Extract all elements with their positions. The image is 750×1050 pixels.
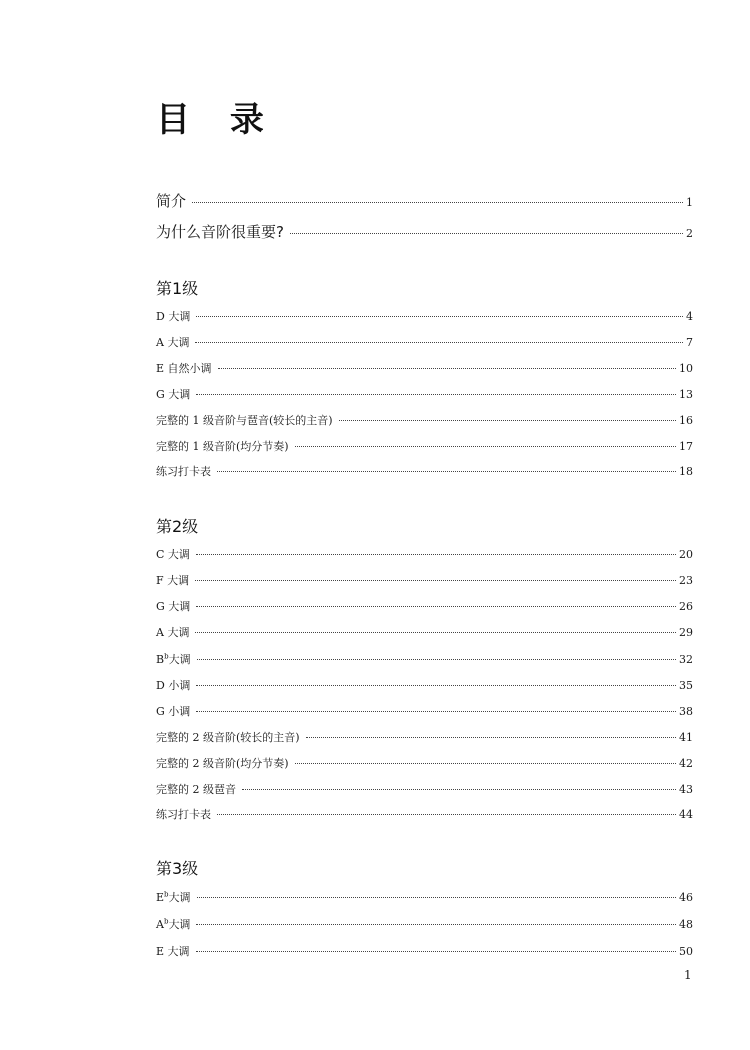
page-title: 目 录 — [156, 100, 278, 140]
dot-leader — [196, 316, 683, 317]
flat-sign: b — [164, 890, 169, 899]
toc-entry[interactable] — [156, 781, 693, 797]
dot-leader — [196, 924, 676, 925]
toc-entry-label: D 大调 — [156, 310, 191, 323]
toc-entry-label: 完整的 1 级音阶(均分节奏) — [156, 440, 289, 453]
toc-entry[interactable] — [156, 943, 693, 959]
toc-entry-page: 44 — [679, 808, 693, 821]
toc-entry-page: 41 — [679, 731, 693, 744]
toc-entry-page: 32 — [679, 653, 693, 666]
toc-entry-page: 26 — [679, 600, 693, 613]
toc-entry-page: 38 — [679, 705, 693, 718]
toc-entry-page: 50 — [679, 945, 693, 958]
toc-entry-page: 18 — [679, 465, 693, 478]
toc-entry-label: 练习打卡表 — [156, 808, 211, 821]
toc-entry-page: 29 — [679, 626, 693, 639]
toc-entry[interactable] — [156, 334, 693, 350]
toc-entry-label: G 大调 — [156, 600, 191, 613]
toc-entry-label: 简介 — [156, 192, 187, 210]
toc-entry[interactable] — [156, 308, 693, 324]
dot-leader — [242, 789, 676, 790]
toc-entry-label: C 大调 — [156, 548, 190, 561]
toc-entry-label: D 小调 — [156, 679, 191, 692]
toc-entry[interactable] — [156, 412, 693, 428]
toc-entry[interactable] — [156, 572, 693, 588]
toc-entry-page: 10 — [679, 362, 693, 375]
toc-entry[interactable] — [156, 729, 693, 745]
toc-entry-page: 48 — [679, 918, 693, 931]
dot-leader — [295, 446, 676, 447]
toc-entry-page: 1 — [686, 196, 693, 209]
toc-entry-page: 35 — [679, 679, 693, 692]
toc-entry-label: 练习打卡表 — [156, 465, 211, 478]
toc-entry[interactable] — [156, 386, 693, 402]
section-heading-level-2: 第2级 — [156, 517, 199, 536]
dot-leader — [196, 606, 676, 607]
toc-entry-page: 7 — [686, 336, 693, 349]
key-name: 大调 — [168, 891, 191, 904]
key-name: 大调 — [168, 918, 191, 931]
dot-leader — [195, 342, 683, 343]
toc-entry-label: E 自然小调 — [156, 362, 212, 375]
toc-entry[interactable] — [156, 598, 693, 614]
toc-entry-label: G 大调 — [156, 388, 191, 401]
key-name: 大调 — [168, 653, 191, 666]
toc-entry-label — [156, 916, 190, 932]
toc-entry-page: 46 — [679, 891, 693, 904]
toc-entry-page: 42 — [679, 757, 693, 770]
toc-entry-page: 2 — [686, 227, 693, 240]
dot-leader — [295, 763, 676, 764]
toc-entry[interactable] — [156, 916, 693, 932]
toc-entry-page: 23 — [679, 574, 693, 587]
toc-entry-page: 4 — [686, 310, 693, 323]
dot-leader — [197, 897, 676, 898]
dot-leader — [217, 471, 676, 472]
toc-entry-label: E 大调 — [156, 945, 190, 958]
dot-leader — [290, 233, 683, 234]
flat-sign: b — [163, 917, 169, 926]
toc-entry-why-scales[interactable] — [156, 221, 693, 242]
dot-leader — [306, 737, 676, 738]
toc-entry-page: 20 — [679, 548, 693, 561]
toc-entry-label — [156, 889, 191, 905]
toc-entry-label: 完整的 1 级音阶与琶音(较长的主音) — [156, 414, 333, 427]
toc-entry[interactable] — [156, 703, 693, 719]
dot-leader — [218, 368, 676, 369]
flat-sign: b — [164, 652, 169, 661]
dot-leader — [339, 420, 676, 421]
toc-entry[interactable] — [156, 438, 693, 454]
dot-leader — [195, 580, 676, 581]
note-letter: A — [156, 918, 164, 931]
toc-entry-page: 16 — [679, 414, 693, 427]
toc-entry[interactable] — [156, 651, 693, 667]
toc-entry-label: A 大调 — [156, 626, 190, 639]
dot-leader — [196, 394, 676, 395]
toc-entry[interactable] — [156, 755, 693, 771]
toc-entry-label: 完整的 2 级音阶(均分节奏) — [156, 757, 289, 770]
section-heading-level-3: 第3级 — [156, 859, 199, 878]
toc-entry[interactable] — [156, 546, 693, 562]
dot-leader — [196, 554, 676, 555]
dot-leader — [192, 202, 683, 203]
toc-entry[interactable] — [156, 677, 693, 693]
dot-leader — [196, 951, 676, 952]
toc-entry-label: G 小调 — [156, 705, 191, 718]
toc-entry-label — [156, 651, 191, 667]
dot-leader — [217, 814, 676, 815]
toc-entry[interactable] — [156, 463, 693, 479]
toc-entry-page: 43 — [679, 783, 693, 796]
toc-entry-label: F 大调 — [156, 574, 190, 587]
toc-entry-intro[interactable] — [156, 190, 693, 211]
toc-entry[interactable] — [156, 889, 693, 905]
toc-entry[interactable] — [156, 360, 693, 376]
dot-leader — [196, 685, 676, 686]
note-letter: E — [156, 891, 165, 904]
toc-entry[interactable] — [156, 806, 693, 822]
toc-entry-label: 为什么音阶很重要? — [156, 223, 284, 241]
toc-entry-label: A 大调 — [156, 336, 190, 349]
dot-leader — [197, 659, 676, 660]
toc-entry-page: 17 — [679, 440, 693, 453]
section-heading-level-1: 第1级 — [156, 279, 199, 298]
dot-leader — [196, 711, 676, 712]
dot-leader — [195, 632, 676, 633]
toc-entry-page: 13 — [679, 388, 693, 401]
toc-entry[interactable] — [156, 624, 693, 640]
page-number: 1 — [684, 968, 692, 982]
toc-entry-label: 完整的 2 级音阶(较长的主音) — [156, 731, 300, 744]
note-letter: B — [156, 653, 165, 666]
toc-entry-label: 完整的 2 级琶音 — [156, 783, 236, 796]
